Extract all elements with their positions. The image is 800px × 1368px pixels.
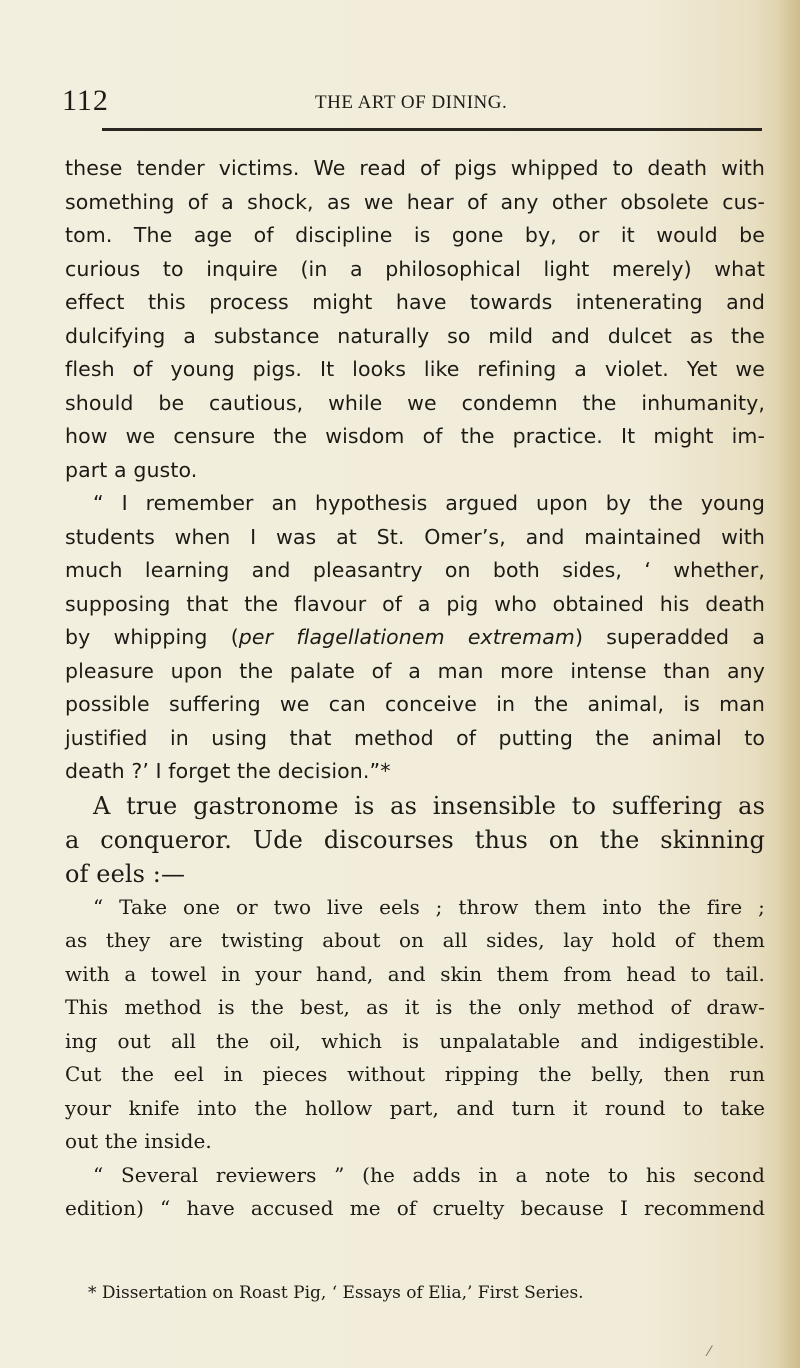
text-line: effect this process might have towards intenerating and (65, 290, 765, 314)
text-line: tom. The age of discipline is gone by, or it would be (65, 223, 765, 247)
text-line: students when I was at St. Omer’s, and maintained with (65, 524, 765, 549)
text-line: flesh of young pigs. It looks like refining a violet. Yet we (65, 357, 765, 381)
text-line: a conqueror. Ude discourses thus on the skinning (65, 825, 765, 854)
text-line: death ?’ I forget the decision.”* (65, 759, 391, 783)
text-line: of eels :— (65, 859, 186, 888)
text-line: dulcifying a substance naturally so mild and dulcet as the (65, 323, 765, 348)
text-line: part a gusto. (65, 457, 198, 482)
text-line: pleasure upon the palate of a man more intense than any (65, 658, 765, 683)
page-header (62, 84, 762, 124)
text-line: with a towel in your hand, and skin them from head to tail. (65, 961, 765, 986)
text-line: how we censure the wisdom of the practice. It might im- (65, 424, 765, 448)
text-line: “ I remember an hypothesis argued upon by the young (93, 491, 765, 515)
text-line: as they are twisting about on all sides, lay hold of them (65, 928, 765, 952)
running-title: THE ART OF DINING. (315, 92, 508, 113)
text-line: edition) “ have accused me of cruelty because I recommend (65, 1196, 765, 1220)
text-line: A true gastronome is as insensible to suffering as (93, 791, 765, 820)
text-line: ing out all the oil, which is unpalatable and indigestible. (65, 1028, 765, 1053)
text-line: something of a shock, as we hear of any other obsolete cus- (65, 189, 765, 214)
text-line: Cut the eel in pieces without ripping the belly, then run (65, 1062, 765, 1086)
text-line: curious to inquire (in a philosophical light merely) what (65, 256, 765, 281)
text-line: justified in using that method of putting the animal to (65, 725, 765, 750)
text-line: supposing that the flavour of a pig who obtained his death (65, 591, 765, 616)
text-line: by whipping (per flagellationem extremam) superadded a (65, 625, 766, 649)
text-line: This method is the best, as it is the only method of draw- (65, 995, 765, 1019)
text-line: “ Take one or two live eels ; throw them into the fire ; (93, 894, 765, 919)
text-line: out the inside. (65, 1129, 212, 1153)
page-number: 112 (62, 84, 109, 117)
text-line: “ Several reviewers ” (he adds in a note to his second (93, 1162, 765, 1187)
corner-mark: ⁄ (708, 1344, 711, 1360)
text-line: much learning and pleasantry on both sides, ‘ whether, (65, 558, 765, 582)
latin-phrase: per flagellationem extremam (238, 625, 575, 649)
text-line: your knife into the hollow part, and turn it round to take (65, 1095, 765, 1120)
text-line: these tender victims. We read of pigs whipped to death with (65, 156, 765, 180)
text-line: should be cautious, while we condemn the inhumanity, (65, 390, 765, 415)
text-line: possible suffering we can conceive in the animal, is man (65, 692, 765, 716)
header-rule (102, 128, 762, 131)
body-text (65, 152, 765, 1226)
footnote: * Dissertation on Roast Pig, ‘ Essays of Elia,’ First Series. (88, 1283, 584, 1303)
page-edge-shadow (778, 0, 800, 1368)
